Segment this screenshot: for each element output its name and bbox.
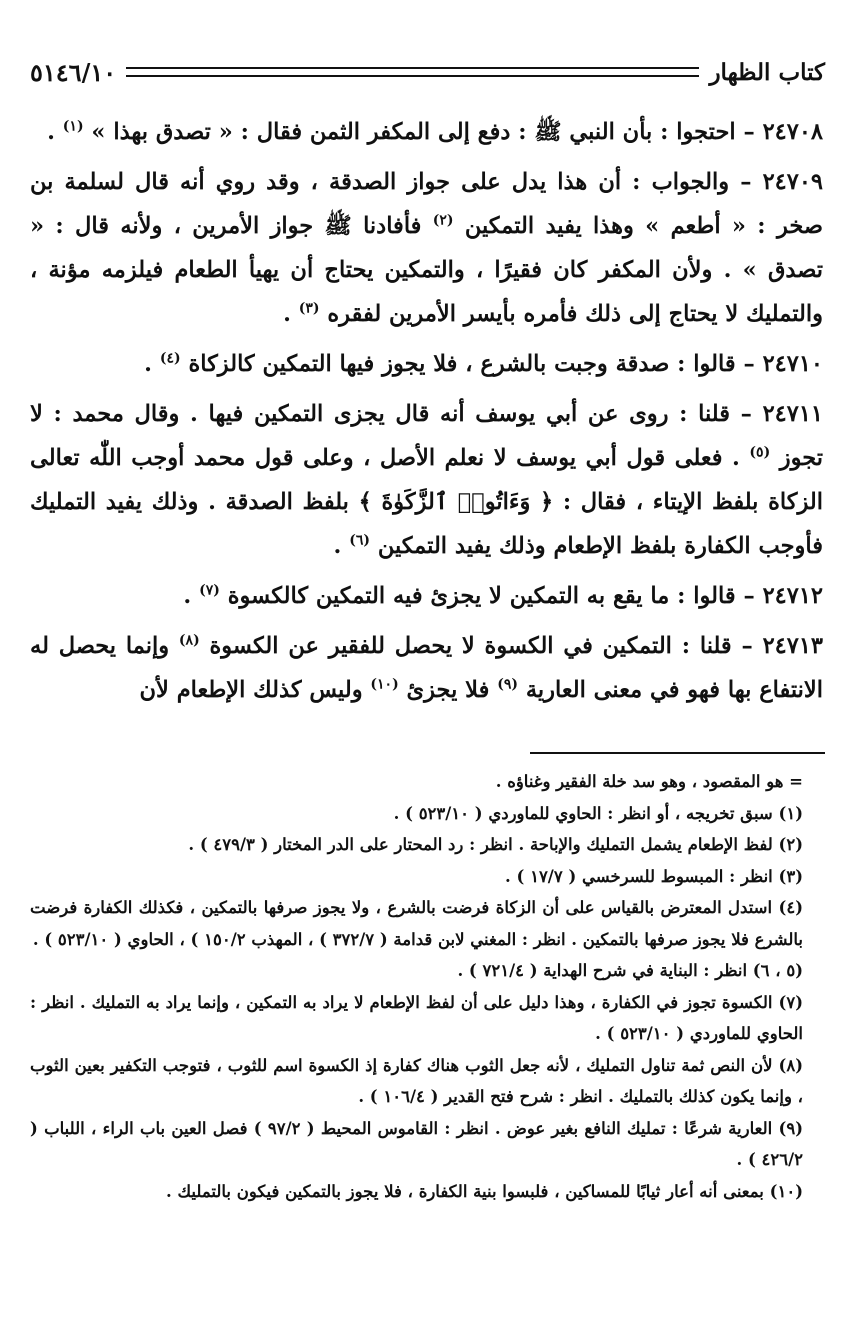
paragraph-number: ٢٤٧١٠: [762, 351, 823, 377]
footnote-ref: (٢): [432, 212, 454, 229]
paragraph-number: ٢٤٧١١: [762, 401, 823, 427]
paragraph-text: – قلنا : روى عن أبي يوسف أنه قال يجزى التمكين فيها . وقال محمد : لا تجوز: [30, 401, 823, 471]
footnote: (٤) استدل المعترض بالقياس على أن الزكاة فرضت بالشرع ، ولا يجوز صرفها بالتمكين ، فكذلك الكفارة فرضت بالشرع فلا يجوز صرفها بالتمكين . انظر : المغني لابن قدامة ( ٣٧٢/٧ ) ، المهذب ١٥٠/٢ ) ، الحاوي ( ٥٢٣/١٠ ) .: [30, 898, 803, 949]
paragraph-tail: فلا يجزئ: [406, 677, 498, 703]
main-text: [30, 110, 823, 718]
running-header: [30, 52, 825, 92]
footnote: (٩) العارية شرعًا : تمليك النافع بغير عوض . انظر : القاموس المحيط ( ٩٧/٢ ) فصل العين باب الراء ، اللباب ( ٤٢٦/٢ ) .: [30, 1118, 803, 1169]
paragraph-tail: وإنما يحصل له الانتفاع بها فهو في معنى العارية: [30, 633, 823, 703]
footnote-ref: (٧): [199, 582, 220, 599]
paragraph-text: – احتجوا : بأن النبي ﷺ : دفع إلى المكفر الثمن فقال : « تصدق بهذا »: [91, 119, 755, 145]
footnote-ref: (١): [62, 118, 84, 135]
footnote: (٣) انظر : المبسوط للسرخسي ( ١٧/٧ ) .: [505, 866, 803, 886]
footnote: (١) سبق تخريجه ، أو انظر : الحاوي للماوردي ( ٥٢٣/١٠ ) .: [393, 803, 803, 823]
footnote: (٧) الكسوة تجوز في الكفارة ، وهذا دليل على أن لفظ الإطعام لا يراد به التمكين ، وإنما يراد به التمليك . انظر : الحاوي للماوردي ( ٥٢٣/١٠ ) .: [30, 992, 803, 1043]
paragraph-text: – والجواب : أن هذا يدل على جواز الصدقة ، وقد روي أنه قال لسلمة بن صخر : « أطعم » وهذا يفيد التمكين: [30, 169, 823, 239]
footnote-ref: (١٠): [370, 676, 399, 693]
footnotes: [30, 766, 803, 1207]
paragraph-tail: وليس كذلك الإطعام لأن: [139, 677, 371, 703]
paragraph-number: ٢٤٧٠٩: [762, 169, 823, 195]
continuation-text: هو المقصود ، وهو سد خلة الفقير وغناؤه .: [495, 772, 784, 791]
paragraph: [30, 110, 823, 154]
paragraph-text: – قالوا : صدقة وجبت بالشرع ، فلا يجوز فيها التمكين كالزكاة: [188, 351, 755, 377]
footnote: (٢) لفظ الإطعام يشمل التمليك والإباحة . انظر : رد المحتار على الدر المختار ( ٤٧٩/٣ ) .: [188, 835, 803, 854]
paragraph: [30, 160, 823, 336]
footnote-separator: [530, 752, 825, 754]
paragraph-tail: . فعلى قول أبي يوسف لا نعلم الأصل ، وعلى قول محمد أوجب اللّٰه تعالى الزكاة بلفظ الإيتاء ، فقال : ﴿ وَءَاتُوا۟ ٱلزَّكَوٰةَ ﴾ بلفظ الصدقة . وذلك يفيد التمليك فأوجب الكفارة بلفظ الإطعام وذلك يفيد التمكين: [30, 445, 823, 559]
footnote-ref: (٩): [497, 676, 518, 693]
paragraph-text: – قالوا : ما يقع به التمكين لا يجزئ فيه التمكين كالكسوة: [227, 583, 755, 609]
footnote: (٨) لأن النص ثمة تناول التمليك ، لأنه جعل الثوب هناك كفارة إذ الكسوة اسم للثوب ، فتوجب التكفير بعين الثوب ، وإنما يكون كذلك بالتمليك . انظر : شرح فتح القدير ( ١٠٦/٤ ) .: [30, 1055, 803, 1106]
footnote-ref: (٨): [178, 632, 200, 649]
footnote: (١٠) بمعنى أنه أعار ثيابًا للمساكين ، فلبسوا بنية الكفارة ، فلا يجوز بالتمكين فيكون بالتمليك .: [166, 1181, 803, 1201]
paragraph: [30, 342, 823, 386]
paragraph: [30, 574, 823, 618]
paragraph: [30, 624, 823, 712]
page-number: ٥١٤٦/١٠: [30, 57, 117, 87]
footnote-ref: (٦): [349, 532, 370, 549]
footnote-ref: (٤): [159, 350, 181, 367]
footnote-continuation: [30, 766, 803, 798]
footnote: (٥ ، ٦) انظر : البناية في شرح الهداية ( ٧٢١/٤ ) .: [457, 961, 803, 980]
paragraph-tail: .: [183, 583, 200, 609]
footnote-ref: (٥): [749, 444, 771, 461]
paragraph-number: ٢٤٧١٢: [762, 583, 823, 609]
paragraph-number: ٢٤٧١٣: [762, 633, 823, 659]
paragraph-number: ٢٤٧٠٨: [762, 119, 823, 145]
paragraph-tail: فأفادنا ﷺ جواز الأمرين ، ولأنه قال : « تصدق » . ولأن المكفر كان فقيرًا ، والتمكين يحتاج أن يهيأ الطعام فيلزمه مؤنة ، والتمليك لا يحتاج إلى ذلك فأمره بأيسر الأمرين لفقره: [30, 213, 823, 327]
paragraph-tail: .: [144, 351, 160, 377]
footnote-ref: (٣): [298, 300, 320, 317]
paragraph-tail: .: [283, 301, 299, 327]
paragraph-text: – قلنا : التمكين في الكسوة لا يحصل للفقير عن الكسوة: [209, 633, 753, 659]
paragraph: [30, 392, 823, 568]
paragraph-tail: .: [333, 533, 350, 559]
book-title: كتاب الظهار: [709, 58, 825, 86]
continuation-mark: =: [789, 772, 803, 791]
header-rule: [126, 67, 699, 77]
paragraph-tail: .: [47, 119, 63, 145]
